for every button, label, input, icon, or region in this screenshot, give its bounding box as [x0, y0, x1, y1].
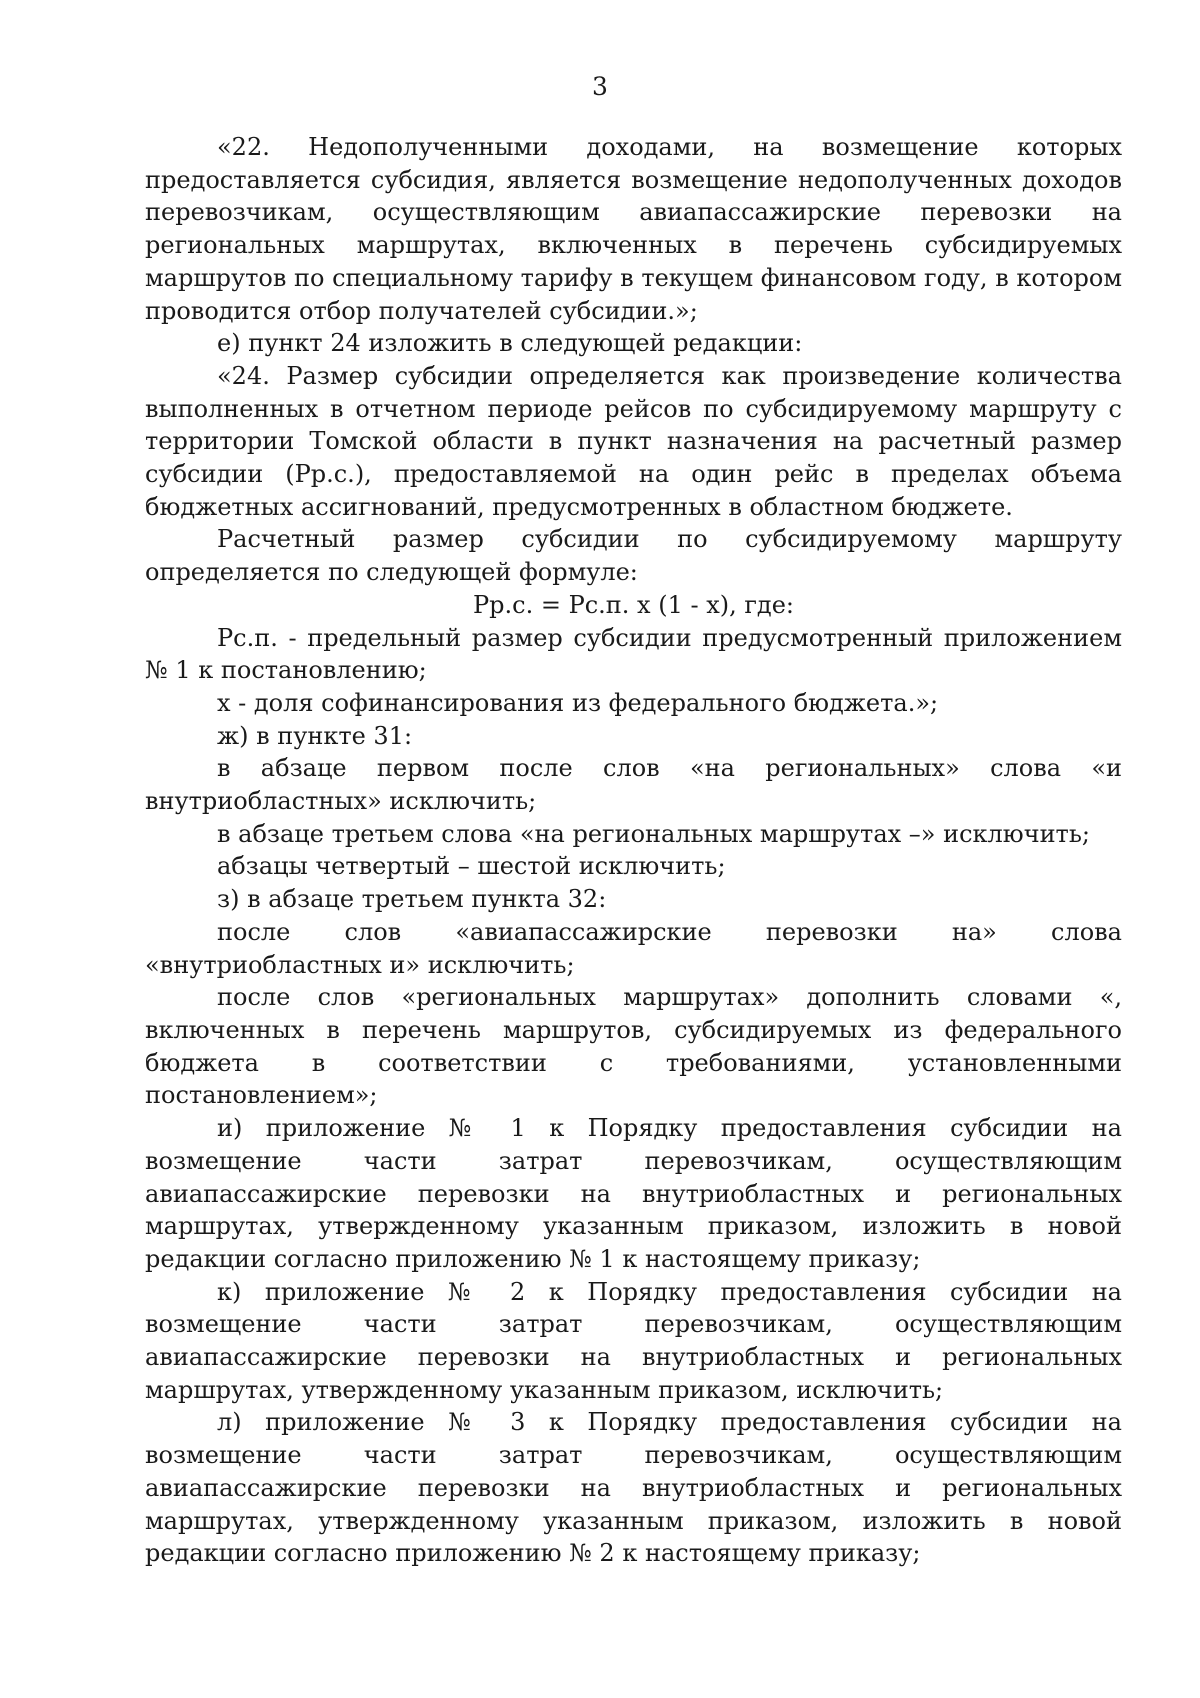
- paragraph-subitem-zh: ж) в пункте 31:: [217, 721, 413, 750]
- paragraph-subitem-e: е) пункт 24 изложить в следующей редакции:: [217, 329, 803, 358]
- paragraph-32-a: после слов «авиапассажирские перевозки на» слова «внутриобластных и» исключить;: [145, 917, 1122, 979]
- paragraph-subitem-k: к) приложение № 2 к Порядку предоставления субсидии на возмещение части затрат перевозчикам, осуществляющим авиапассажирские перевозки на внутриобластных и региональных маршрутах, утвержденному указанным приказом, исключить;: [145, 1277, 1122, 1404]
- paragraph-subitem-l: л) приложение № 3 к Порядку предоставления субсидии на возмещение части затрат перевозчикам, осуществляющим авиапассажирские перевозки на внутриобластных и региональных маршрутах, утвержденному указанным приказом, изложить в новой редакции согласно приложению № 2 к настоящему приказу;: [145, 1408, 1122, 1568]
- paragraph-31-third: в абзаце третьем слова «на региональных маршрутах –» исключить;: [217, 819, 1090, 848]
- paragraph-subitem-i: и) приложение № 1 к Порядку предоставления субсидии на возмещение части затрат перевозчикам, осуществляющим авиапассажирские перевозки на внутриобластных и региональных маршрутах, утвержденному указанным приказом, изложить в новой редакции согласно приложению № 1 к настоящему приказу;: [145, 1114, 1122, 1273]
- paragraph-formula-intro: Расчетный размер субсидии по субсидируемому маршруту определяется по следующей формуле:: [145, 525, 1122, 587]
- paragraph-item-22: «22. Недополученными доходами, на возмещение которых предоставляется субсидия, является возмещение недополученных доходов перевозчикам, осуществляющим авиапассажирские перевозки на региональных маршрутах, включенных в перечень субсидируемых маршрутов по специальному тарифу в текущем финансовом году, в котором проводится отбор получателей субсидии.»;: [145, 133, 1122, 325]
- paragraph-31-first: в абзаце первом после слов «на региональных» слова «и внутриобластных» исключить;: [145, 754, 1122, 816]
- paragraph-subitem-z: з) в абзаце третьем пункта 32:: [217, 885, 607, 914]
- paragraph-item-24: «24. Размер субсидии определяется как произведение количества выполненных в отчетном периоде рейсов по субсидируемому маршруту с территории Томской области в пункт назначения на расчетный размер субсидии (Рр.с.), предоставляемой на один рейс в пределах объема бюджетных ассигнований, предусмотренных в областном бюджете.: [145, 361, 1122, 521]
- formula: Рр.с. = Рс.п. x (1 - x), где:: [472, 590, 794, 619]
- document-body: [145, 131, 1122, 1570]
- paragraph-formula-def-1: Рс.п. - предельный размер субсидии предусмотренный приложением № 1 к постановлению;: [145, 623, 1122, 685]
- paragraph-formula-def-2: x - доля софинансирования из федерального бюджета.»;: [217, 688, 939, 717]
- paragraph-32-b: после слов «региональных маршрутах» дополнить словами «, включенных в перечень маршрутов, субсидируемых из федерального бюджета в соответствии с требованиями, установленными постановлением»;: [145, 983, 1122, 1110]
- paragraph-31-fourth-sixth: абзацы четвертый – шестой исключить;: [217, 852, 726, 881]
- page-number: 3: [592, 72, 608, 101]
